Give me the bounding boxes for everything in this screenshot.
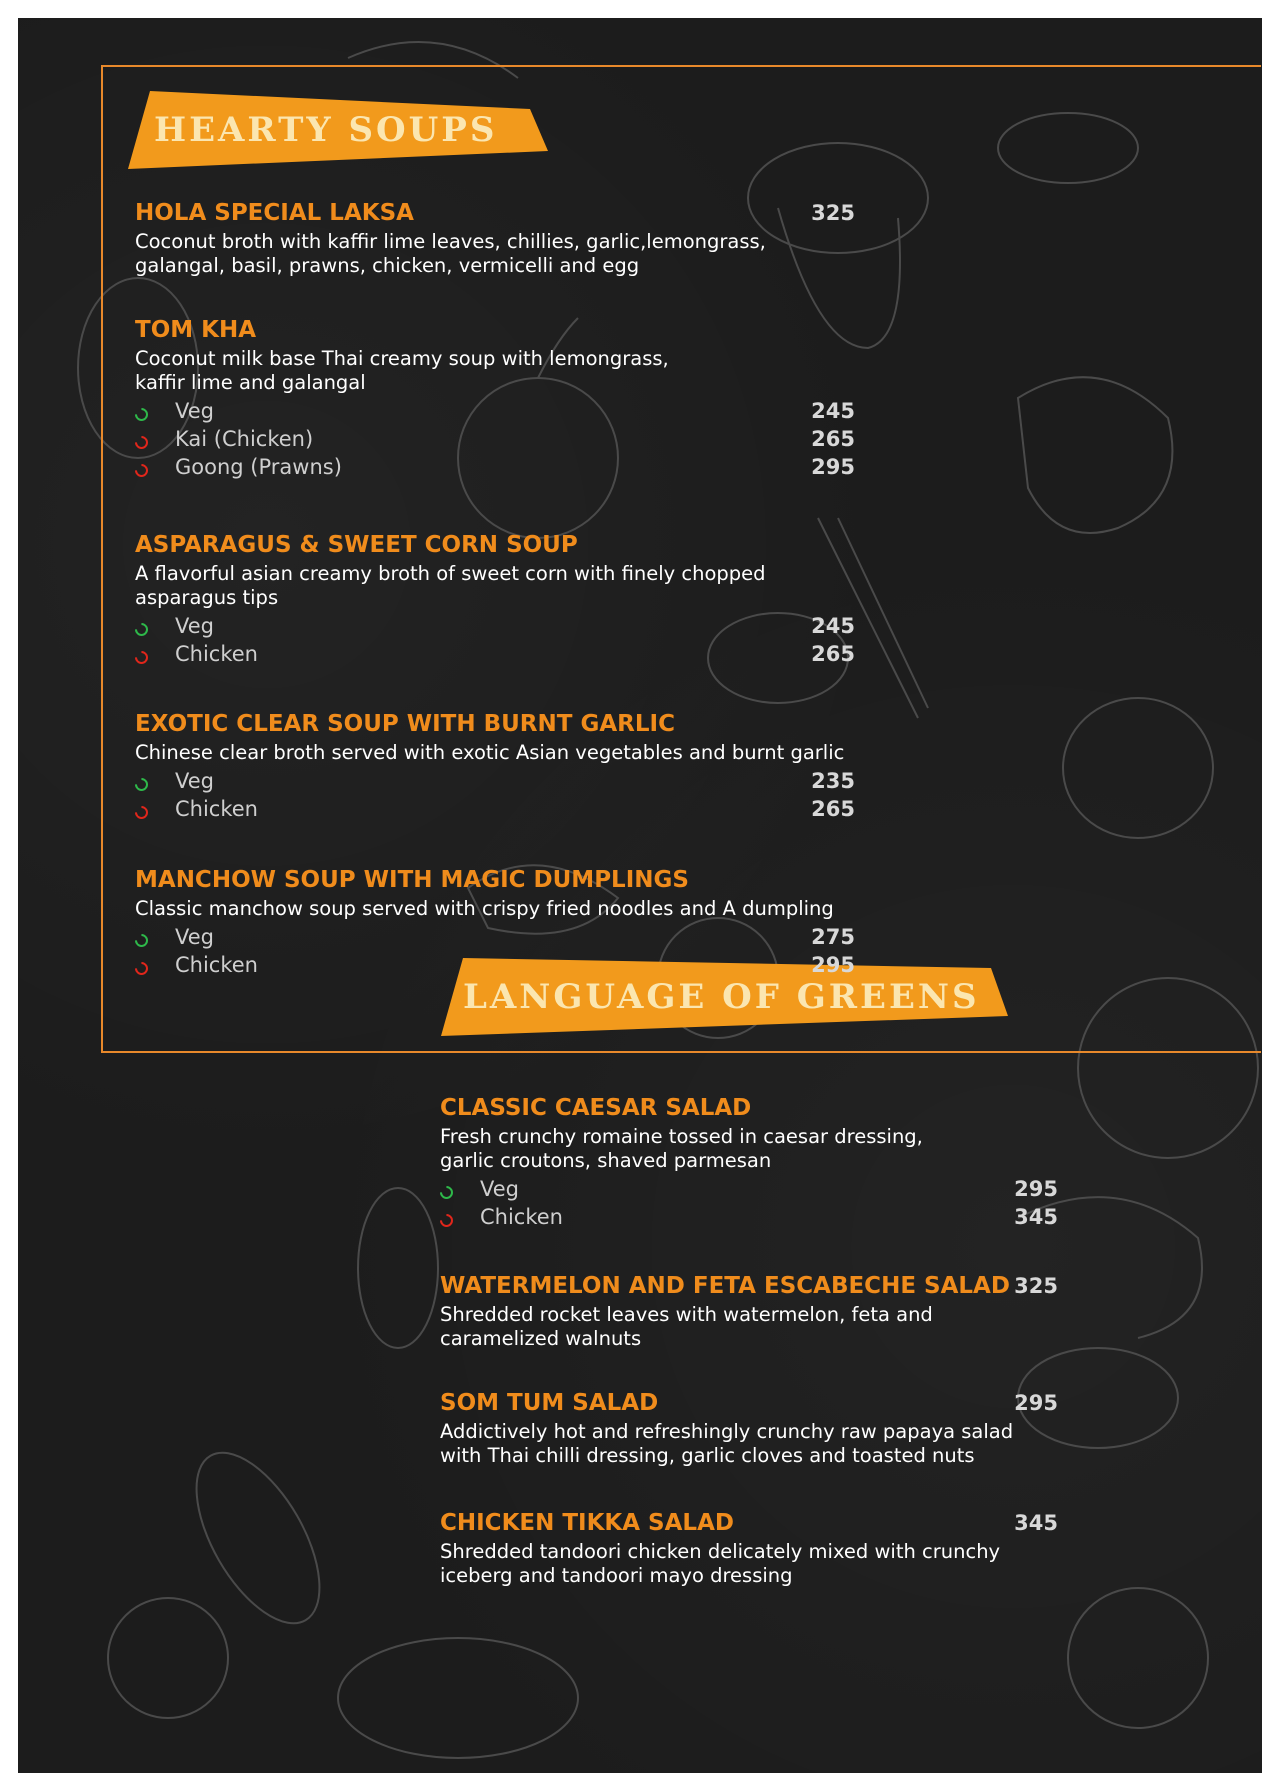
item-description: asparagus tips	[135, 586, 279, 609]
variant-price: 245	[811, 614, 855, 638]
non-veg-indicator-icon	[437, 1211, 455, 1229]
item-description: A flavorful asian creamy broth of sweet corn with finely chopped	[135, 562, 766, 585]
veg-indicator-icon	[132, 405, 150, 423]
item-description: Shredded rocket leaves with watermelon, feta and	[440, 1303, 933, 1326]
variant-row	[135, 614, 855, 642]
variant-price: 295	[811, 953, 855, 977]
item-title: TOM KHA	[135, 317, 257, 343]
item-title: ASPARAGUS & SWEET CORN SOUP	[135, 532, 578, 558]
item-description: Classic manchow soup served with crispy fried noodles and A dumpling	[135, 897, 834, 920]
variant-row	[440, 1205, 1058, 1233]
veg-indicator-icon	[132, 931, 150, 949]
item-description: Fresh crunchy romaine tossed in caesar dressing,	[440, 1125, 923, 1148]
variant-row	[135, 455, 855, 483]
menu-page	[18, 18, 1262, 1773]
variant-price: 265	[811, 427, 855, 451]
variant-label: Veg	[175, 399, 214, 423]
variant-label: Veg	[175, 769, 214, 793]
non-veg-indicator-icon	[132, 461, 150, 479]
section-heading: LANGUAGE OF GREENS	[463, 977, 980, 1017]
section-heading: HEARTY SOUPS	[154, 110, 498, 150]
item-title: MANCHOW SOUP WITH MAGIC DUMPLINGS	[135, 867, 689, 893]
item-title: WATERMELON AND FETA ESCABECHE SALAD	[440, 1273, 1010, 1299]
item-description: iceberg and tandoori mayo dressing	[440, 1564, 793, 1587]
variant-label: Kai (Chicken)	[175, 427, 314, 451]
variant-price: 265	[811, 797, 855, 821]
section-heading-banner	[128, 91, 548, 169]
non-veg-indicator-icon	[132, 959, 150, 977]
item-description: Shredded tandoori chicken delicately mixed with crunchy	[440, 1540, 1001, 1563]
item-title: HOLA SPECIAL LAKSA	[135, 200, 414, 226]
variant-label: Chicken	[480, 1205, 563, 1229]
non-veg-indicator-icon	[132, 648, 150, 666]
variant-row	[135, 769, 855, 797]
item-title: SOM TUM SALAD	[440, 1390, 659, 1416]
variant-price: 275	[811, 925, 855, 949]
variant-label: Veg	[175, 614, 214, 638]
variant-price: 235	[811, 769, 855, 793]
item-description: caramelized walnuts	[440, 1327, 642, 1350]
item-title: CLASSIC CAESAR SALAD	[440, 1095, 752, 1121]
variant-row	[135, 953, 855, 981]
variant-row	[135, 642, 855, 670]
item-description: garlic croutons, shaved parmesan	[440, 1149, 772, 1172]
veg-indicator-icon	[437, 1183, 455, 1201]
variant-price: 245	[811, 399, 855, 423]
variant-row	[135, 925, 855, 953]
variant-row	[135, 399, 855, 427]
item-price: 325	[1014, 1274, 1058, 1298]
veg-indicator-icon	[132, 775, 150, 793]
variant-label: Chicken	[175, 797, 258, 821]
item-description: Chinese clear broth served with exotic Asian vegetables and burnt garlic	[135, 741, 845, 764]
variant-label: Veg	[175, 925, 214, 949]
item-description: with Thai chilli dressing, garlic cloves and toasted nuts	[440, 1444, 975, 1467]
item-description: Coconut milk base Thai creamy soup with lemongrass,	[135, 347, 669, 370]
item-description: galangal, basil, prawns, chicken, vermicelli and egg	[135, 254, 640, 277]
variant-label: Chicken	[175, 642, 258, 666]
variant-row	[440, 1177, 1058, 1205]
variant-row	[135, 427, 855, 455]
variant-price: 295	[1014, 1177, 1058, 1201]
variant-price: 265	[811, 642, 855, 666]
veg-indicator-icon	[132, 620, 150, 638]
non-veg-indicator-icon	[132, 803, 150, 821]
variant-price: 345	[1014, 1205, 1058, 1229]
item-title: EXOTIC CLEAR SOUP WITH BURNT GARLIC	[135, 711, 675, 737]
variant-label: Veg	[480, 1177, 519, 1201]
variant-price: 295	[811, 455, 855, 479]
item-price: 325	[811, 201, 855, 225]
item-description: Addictively hot and refreshingly crunchy raw papaya salad	[440, 1420, 1014, 1443]
item-price: 345	[1014, 1511, 1058, 1535]
item-description: Coconut broth with kaffir lime leaves, chillies, garlic,lemongrass,	[135, 230, 766, 253]
item-title: CHICKEN TIKKA SALAD	[440, 1510, 734, 1536]
item-price: 295	[1014, 1391, 1058, 1415]
variant-label: Chicken	[175, 953, 258, 977]
variant-row	[135, 797, 855, 825]
variant-label: Goong (Prawns)	[175, 455, 342, 479]
non-veg-indicator-icon	[132, 433, 150, 451]
item-description: kaffir lime and galangal	[135, 371, 366, 394]
